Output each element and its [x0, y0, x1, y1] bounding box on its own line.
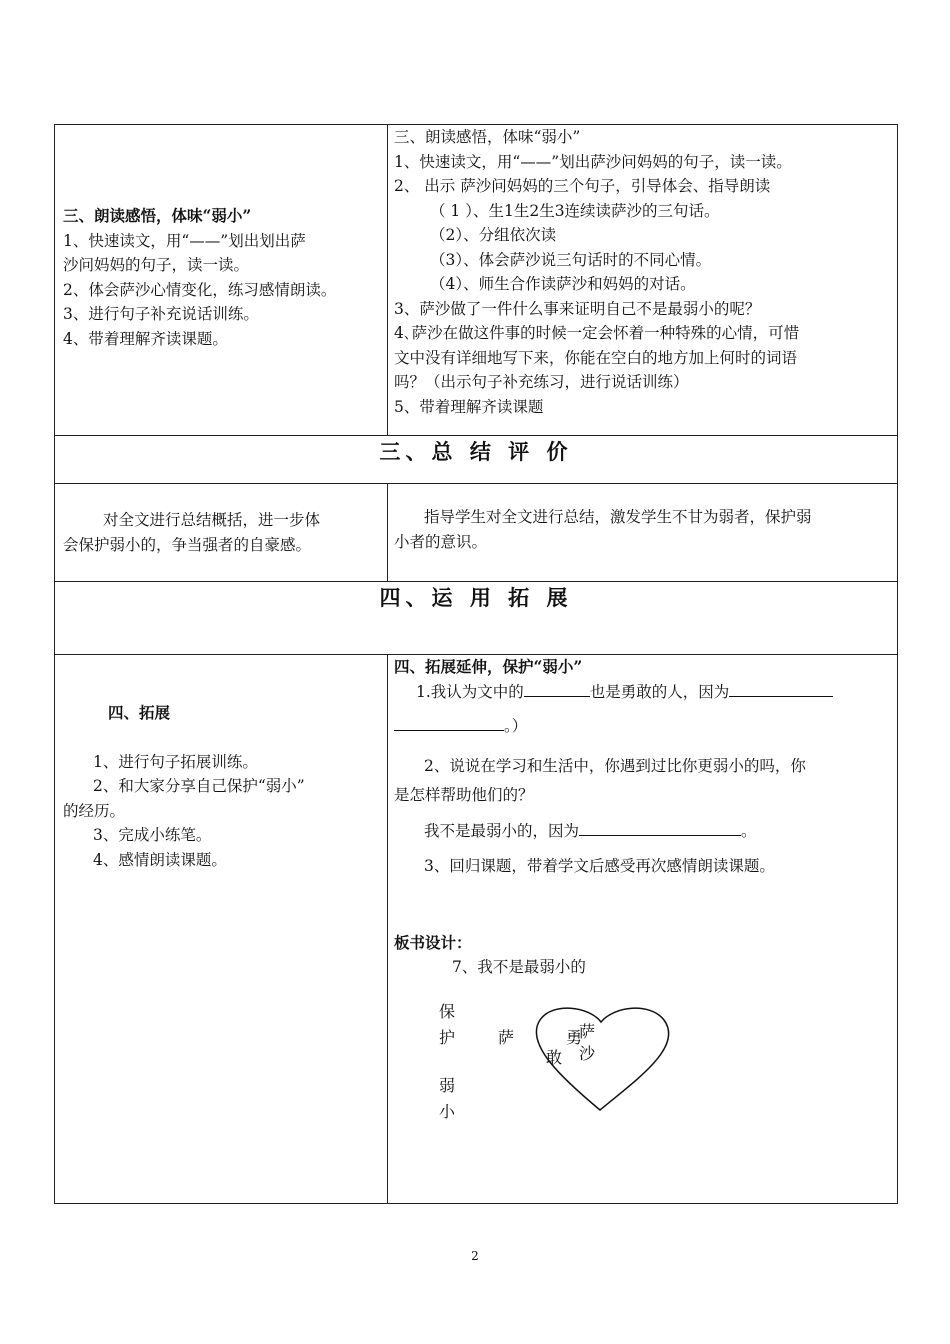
exercise-q1-cont: [394, 714, 891, 739]
board-char: 沙: [579, 1043, 596, 1063]
list-item: 4､萨沙在做这件事的时候一定会怀着一种特殊的心情，可惜: [394, 324, 800, 342]
list-item: 2、和大家分享自己保护“弱小”: [93, 777, 305, 795]
section3-left-heading: 三、朗读感悟，体味“弱小”: [63, 206, 252, 225]
list-item: 1、快速读文，用“——”划出划出萨: [63, 231, 306, 250]
list-item: 3、萨沙做了一件什么事来证明自己不是最弱小的呢？: [394, 299, 761, 318]
list-item: 3、进行句子补充说话训练。: [63, 305, 259, 323]
exercise-q2: 2、说说在学习和生活中，你遇到过比你更弱小的吗，你: [424, 756, 806, 775]
list-item: 2、体会萨沙心情变化，练习感情朗读。: [63, 280, 337, 299]
board-char: 小: [439, 1101, 456, 1121]
blank-line: [394, 714, 504, 731]
extend-title-row: [55, 582, 898, 655]
list-item: 1、进行句子拓展训练。: [93, 752, 258, 771]
section3-right-cell: [388, 125, 898, 436]
extend-right-heading: 四、拓展延伸，保护“弱小”: [394, 657, 583, 676]
list-item: 沙问妈妈的句子，读一读。: [63, 256, 250, 274]
board-char: 护: [439, 1027, 456, 1047]
extend-title: 四、运 用 拓 展: [55, 582, 898, 655]
q1-text-b: 也是勇敢的人，因为: [589, 682, 730, 701]
list-item: 5、带着理解齐读课题: [394, 397, 544, 416]
exercise-q2-cont: 是怎样帮助他们的？: [394, 786, 534, 804]
extend-left-heading: 四、拓展: [108, 703, 171, 722]
section3-left-cell: [55, 125, 388, 436]
q1-end: 。）: [504, 717, 528, 735]
list-item: 3、完成小练笔。: [93, 826, 212, 844]
list-item: 4、感情朗读课题。: [93, 850, 227, 869]
summary-right-line: 指导学生对全文进行总结，激发学生不甘为弱者，保护弱: [424, 508, 812, 526]
board-char: 弱: [439, 1075, 456, 1095]
extend-right-cell: [388, 655, 898, 1204]
lesson-plan-table: [54, 124, 898, 1204]
extend-row: [55, 655, 898, 1204]
list-item: （2）、分组依次读: [430, 226, 557, 244]
extend-left-cell: [55, 655, 388, 1204]
board-char: 勇: [566, 1027, 583, 1047]
board-diagram: [394, 980, 891, 1130]
list-item: 2、 出示 萨沙问妈妈的三个句子，引导体会、指导朗读: [394, 177, 771, 195]
section3-right-heading: 三、朗读感悟，体味“弱小”: [394, 128, 581, 146]
list-item: （3）、体会萨沙说三句话时的不同心情。: [430, 250, 712, 269]
list-item: 4、带着理解齐读课题。: [63, 329, 228, 348]
board-char: 保: [439, 1001, 456, 1021]
board-char: 萨: [498, 1027, 515, 1047]
summary-title-row: [55, 436, 898, 484]
list-item: 1、快速读文，用“——”划出萨沙问妈妈的句子，读一读。: [394, 152, 792, 171]
board-char: 敢: [546, 1047, 563, 1067]
q1-text-a: 1.我认为文中的: [416, 682, 524, 701]
summary-left-cell: [55, 484, 388, 582]
list-item: 文中没有详细地写下来，你能在空白的地方加上何时的词语: [394, 348, 798, 367]
page-number: 2: [471, 1249, 479, 1263]
board-design-label: 板书设计：: [394, 932, 472, 952]
list-item: 的经历。: [63, 801, 126, 820]
exercise-q1: [394, 680, 891, 705]
blank-line: [729, 680, 833, 697]
summary-left-line: 对全文进行总结概括，进一步体: [103, 511, 321, 529]
list-item: （4）、师生合作读萨沙和妈妈的对话。: [430, 275, 696, 293]
board-design-title: 7、我不是最弱小的: [452, 958, 586, 976]
q2-fill-end: 。: [741, 821, 757, 840]
summary-right-line: 小者的意识。: [394, 532, 488, 551]
section3-row: [55, 125, 898, 436]
exercise-q3: 3、回归课题，带着学文后感受再次感情朗读课题。: [424, 857, 775, 875]
summary-title: 三、总 结 评 价: [55, 436, 898, 484]
summary-row: [55, 484, 898, 582]
exercise-q2-fill: [394, 819, 891, 844]
q2-fill-text: 我不是最弱小的，因为: [424, 821, 580, 840]
blank-line: [524, 680, 590, 697]
list-item: （ 1 ）、生1生2生3连续读萨沙的三句话。: [430, 201, 720, 220]
summary-left-line: 会保护弱小的，争当强者的自豪感。: [63, 535, 312, 554]
summary-right-cell: [388, 484, 898, 582]
list-item: 吗？（出示句子补充练习，进行说话训练）: [394, 373, 689, 391]
board-char: 萨: [579, 1021, 596, 1041]
blank-line: [579, 819, 741, 836]
